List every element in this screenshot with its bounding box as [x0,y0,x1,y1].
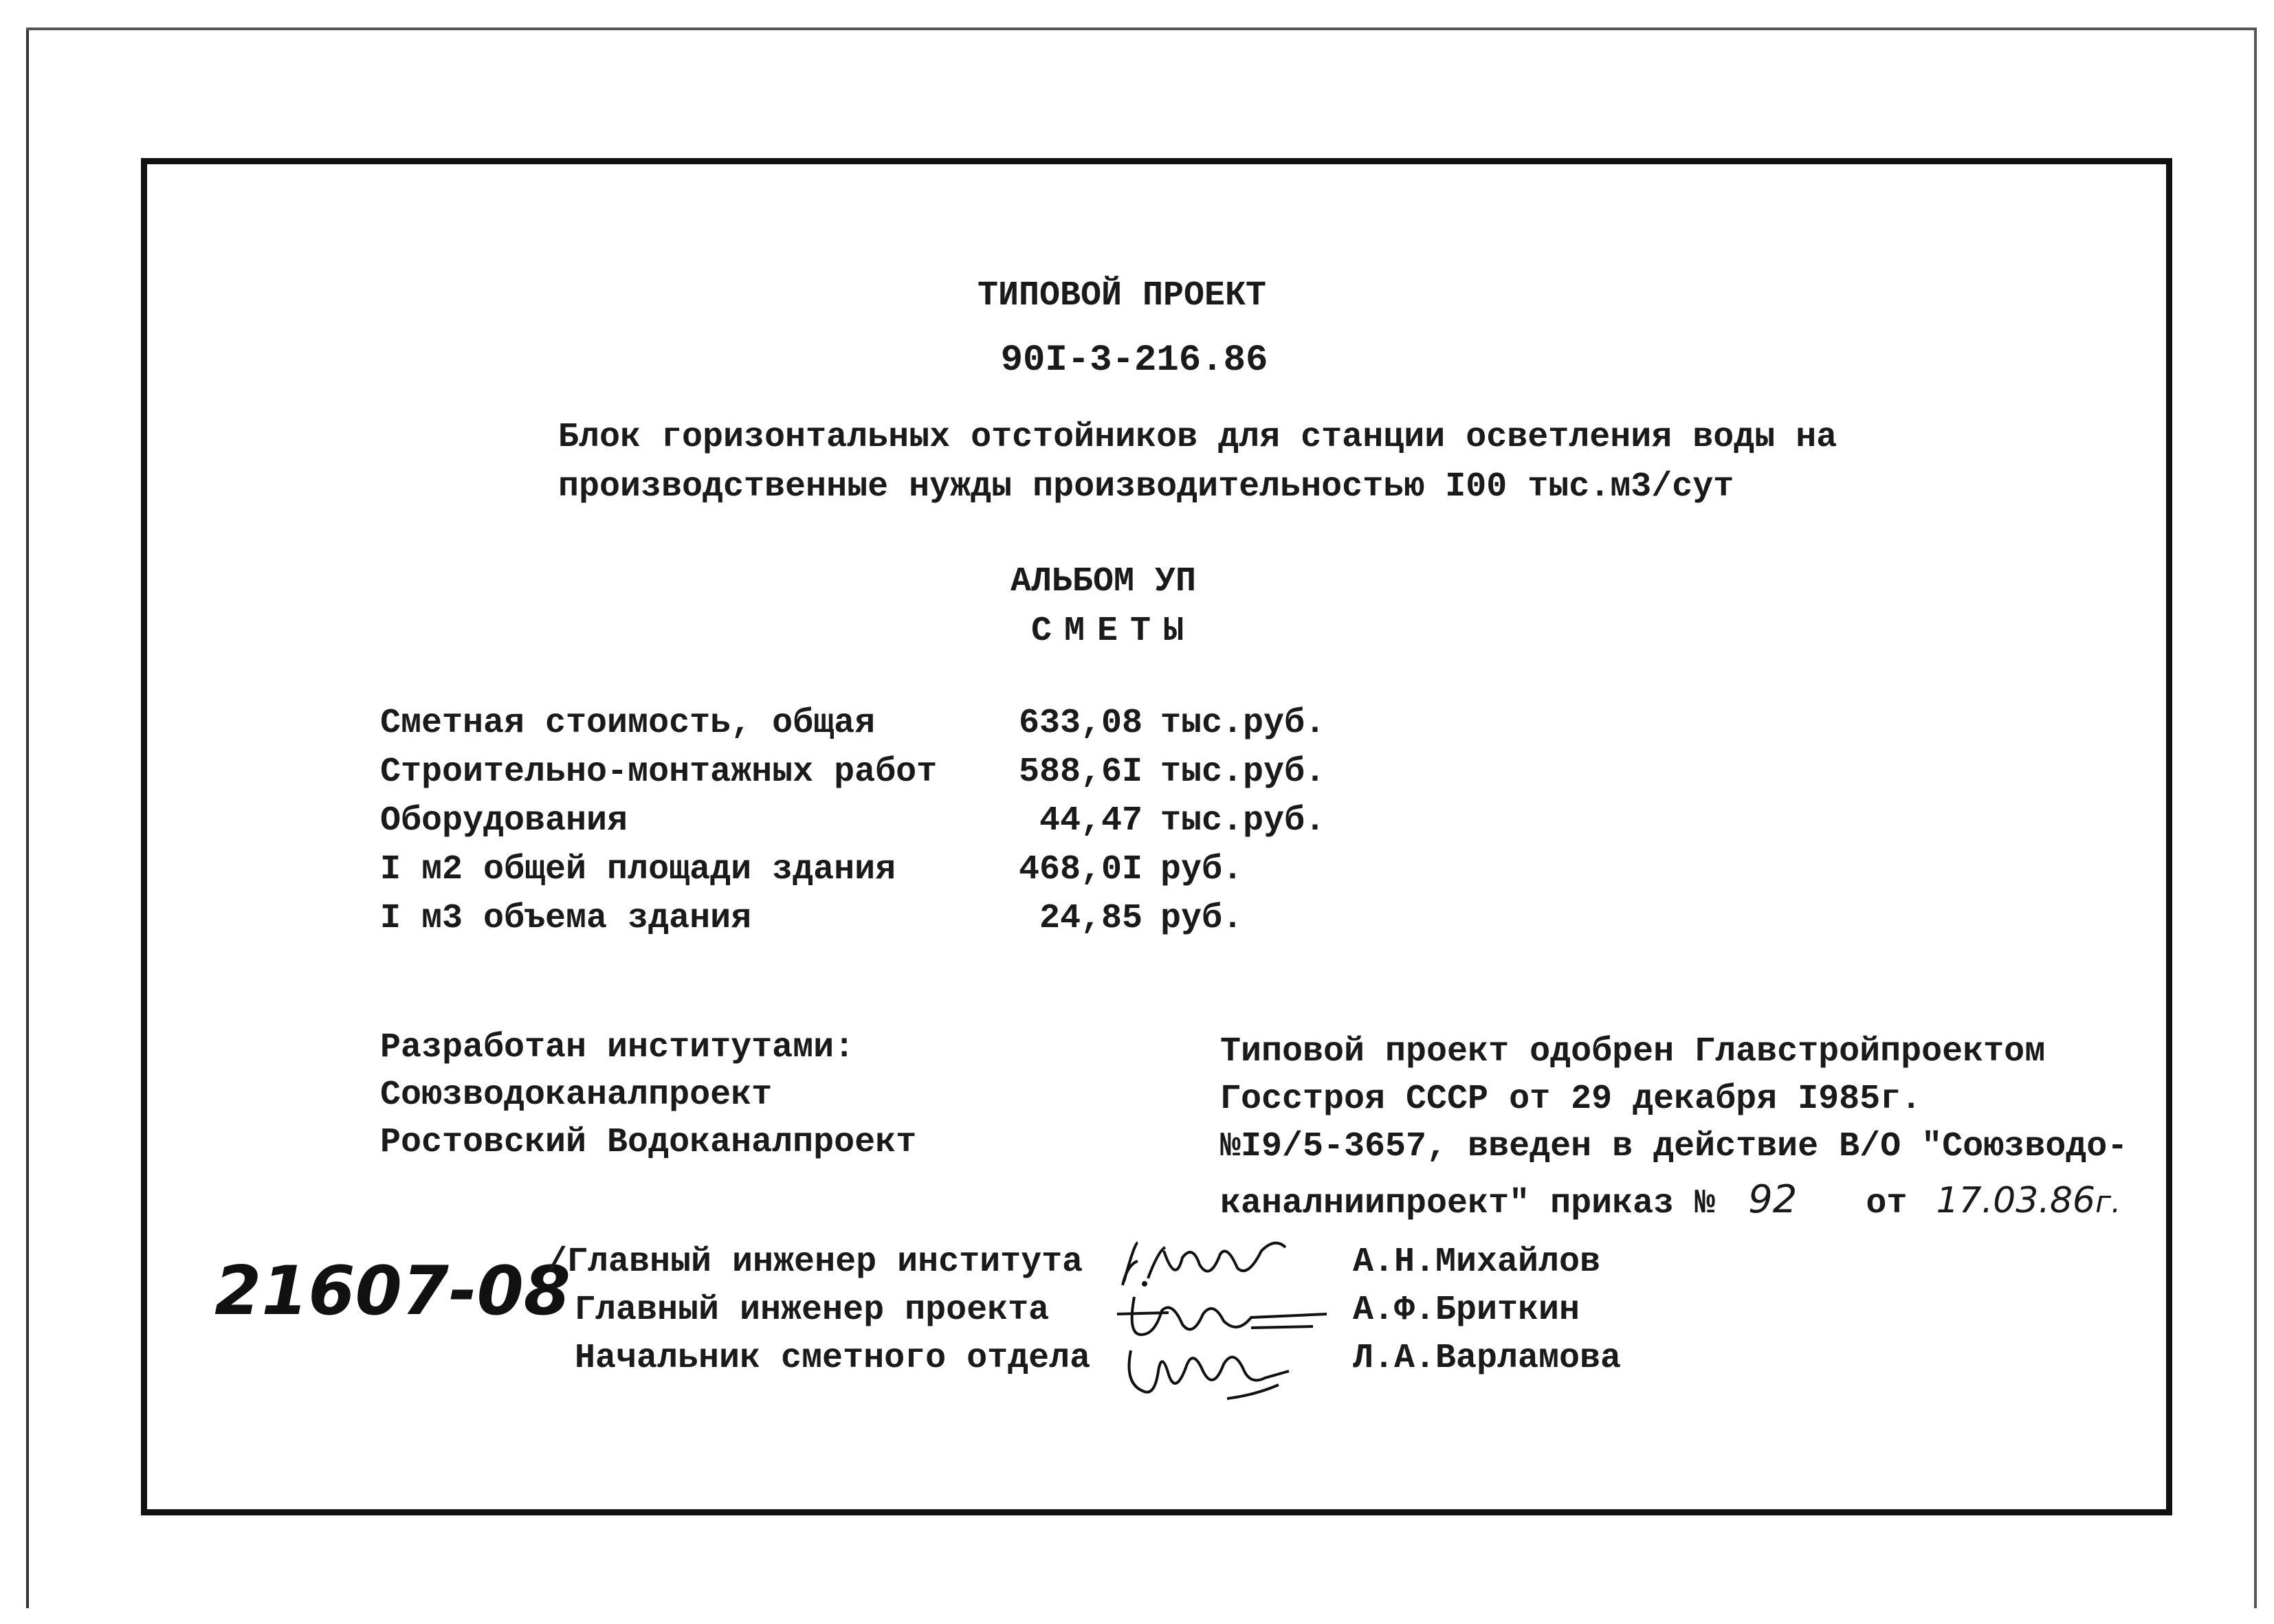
project-description-line2: производственные нужды производительностью I00 тыс.м3/сут [558,467,1734,507]
cost-label: I м2 общей площади здания [380,850,896,889]
cost-unit: тыс.руб. [1160,704,1326,743]
page-edge-left [26,27,29,1608]
approval-line: Типовой проект одобрен Главстройпроектом [1220,1032,2046,1071]
approval-line: №I9/5-3657, введен в действие В/О "Союзводо- [1220,1127,2128,1166]
project-description-line1: Блок горизонтальных отстойников для станции осветления воды на [558,418,1837,457]
cost-unit: руб. [1160,899,1244,938]
project-type-heading: ТИПОВОЙ ПРОЕКТ [977,276,1267,315]
developer-institute: Союзводоканалпроект [380,1076,773,1115]
order-number: 92 [1748,1177,1798,1222]
signatory-role: Главный инженер проекта [575,1291,1050,1330]
cost-label: I м3 объема здания [380,899,752,938]
signatory-role: Начальник сметного отдела [575,1339,1091,1378]
cost-unit: тыс.руб. [1160,753,1326,792]
project-number: 90I-3-216.86 [1000,340,1268,381]
cost-unit: тыс.руб. [1160,801,1326,841]
inventory-number: 21607-08 [214,1252,571,1331]
cost-unit: руб. [1160,850,1244,889]
approval-date-prefix: от [1866,1184,1908,1223]
cost-value: 44,47 [1039,801,1142,841]
album-number: АЛЬБОМ УП [1010,562,1197,601]
developers-title: Разработан институтами: [380,1028,855,1067]
approval-date-suffix: г. [2095,1185,2121,1220]
cost-value: 24,85 [1039,899,1142,938]
cost-value: 588,6I [1018,753,1142,792]
cost-value: 468,0I [1018,850,1142,889]
album-subtitle: СМЕТЫ [1030,612,1197,651]
cost-label: Сметная стоимость, общая [380,704,876,743]
signatory-name: А.Ф.Бриткин [1353,1291,1580,1330]
approval-line [1220,1177,2121,1223]
cost-label: Строительно-монтажных работ [380,753,938,792]
signatory-name: А.Н.Михайлов [1353,1243,1601,1282]
signatory-name: Л.А.Варламова [1353,1339,1622,1378]
cost-value: 633,08 [1018,704,1142,743]
order-date: 17.03.86 [1936,1180,2096,1221]
approval-line: Госстроя СССР от 29 декабря I985г. [1220,1080,1922,1119]
cost-label: Оборудования [380,801,628,841]
developer-institute: Ростовский Водоканалпроект [380,1123,917,1162]
page-edge-right [2254,27,2257,1608]
page-edge-top [26,27,2257,30]
approval-order-text: каналниипроект" приказ № [1220,1184,1716,1223]
signature-varlamova [1117,1330,1303,1405]
signatory-role: /Главный инженер института [547,1243,1083,1282]
